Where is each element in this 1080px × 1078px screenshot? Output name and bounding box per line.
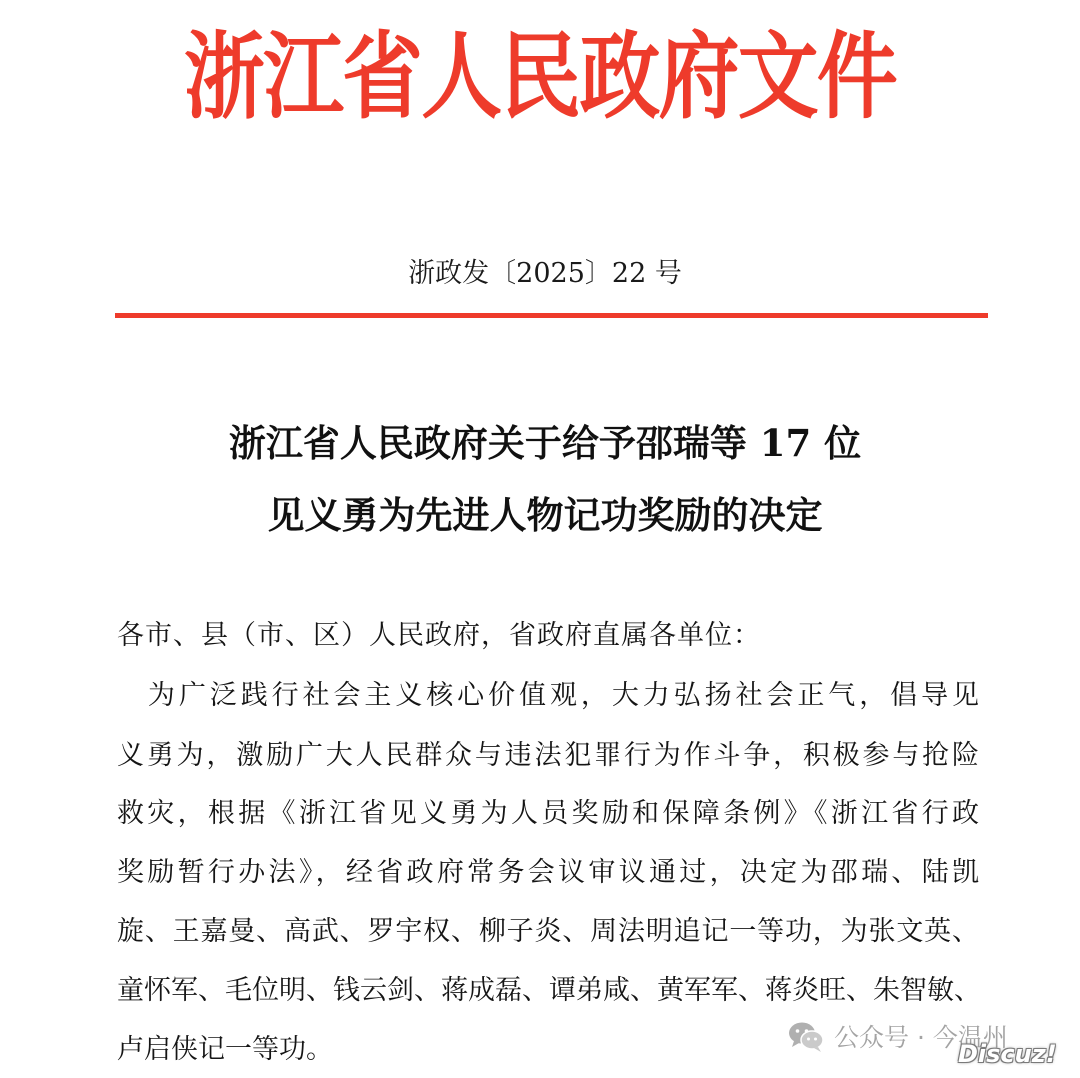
body-paragraph-line: 童怀军、毛位明、钱云剑、蒋成磊、谭弟咸、黄军军、蒋炎旺、朱智敏、 xyxy=(117,975,981,1006)
red-divider-rule xyxy=(115,313,988,318)
body-paragraph-line: 为广泛践行社会主义核心价值观，大力弘扬社会正气，倡导见 xyxy=(117,680,979,711)
watermark-account-name: 公众号 · 今温州 xyxy=(834,1023,1008,1052)
document-masthead: 浙江省人民政府文件 xyxy=(183,22,897,132)
body-paragraph-line: 义勇为，激励广大人民群众与违法犯罪行为作斗争，积极参与抢险 xyxy=(117,740,979,771)
discuz-badge: Discuz! xyxy=(958,1040,1057,1068)
salutation: 各市、县（市、区）人民政府，省政府直属各单位： xyxy=(117,620,761,651)
document-title-line-2: 见义勇为先进人物记功奖励的决定 xyxy=(267,493,823,537)
body-paragraph-line: 奖励暂行办法》，经省政府常务会议审议通过，决定为邵瑞、陆凯 xyxy=(117,857,979,888)
document-number: 浙政发〔2025〕22 号 xyxy=(408,258,682,289)
body-paragraph-line: 救灾，根据《浙江省见义勇为人员奖励和保障条例》《浙江省行政 xyxy=(117,798,979,829)
document-title-line-1: 浙江省人民政府关于给予邵瑞等 17 位 xyxy=(228,421,862,465)
body-paragraph-line: 旋、王嘉曼、高武、罗宇权、柳子炎、周法明追记一等功，为张文英、 xyxy=(117,916,979,947)
body-paragraph-line: 卢启侠记一等功。 xyxy=(117,1034,333,1065)
wechat-icon xyxy=(786,1016,826,1056)
